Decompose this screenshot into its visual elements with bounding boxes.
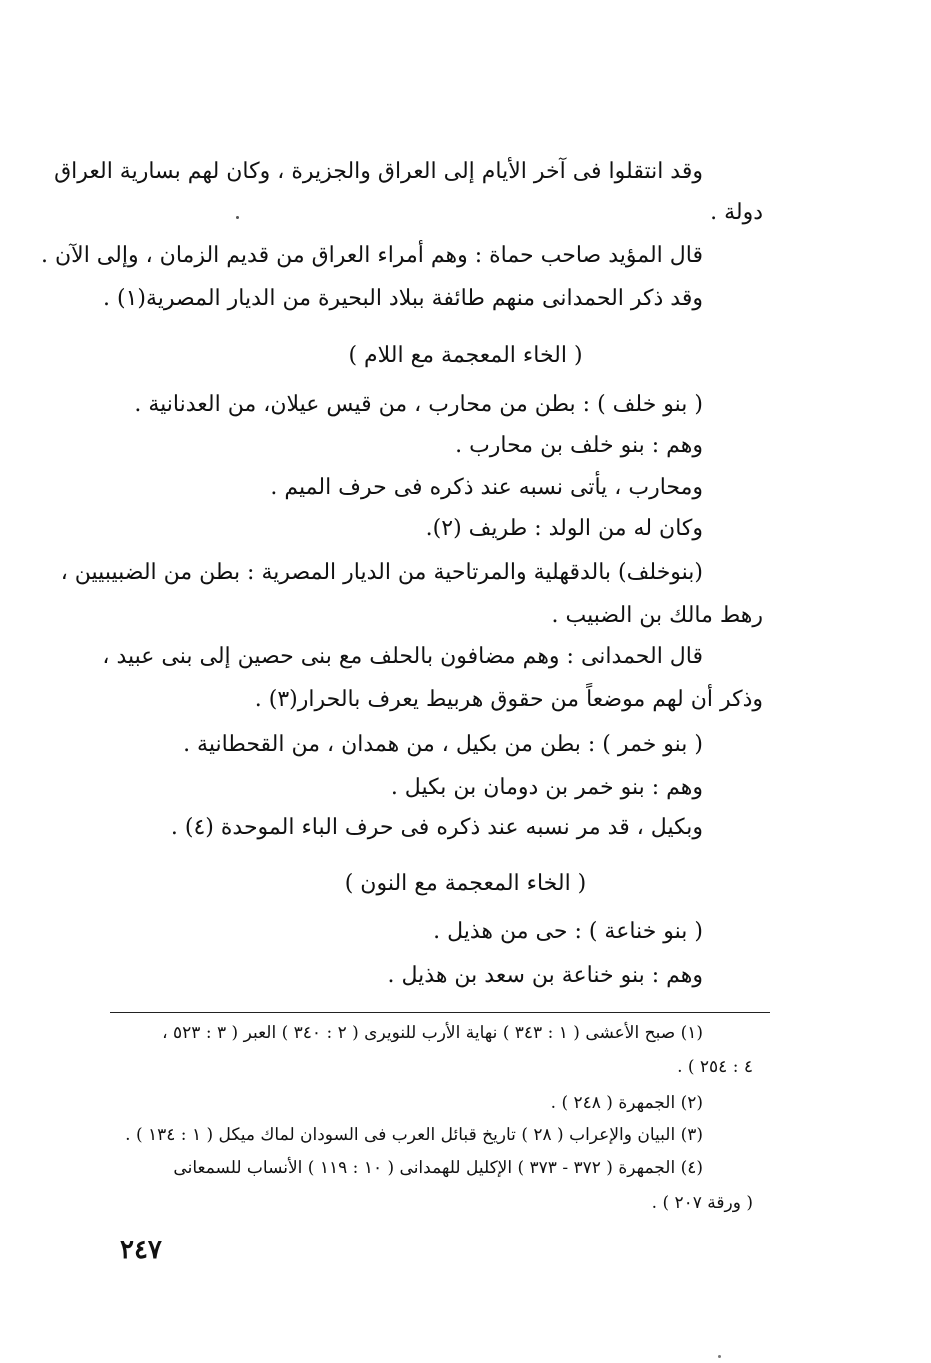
- page-number: ٢٤٧: [120, 1235, 162, 1265]
- entry-line-4: وكان له من الولد : طريف (٢).: [425, 516, 703, 541]
- body-line-3: قال المؤيد صاحب حماة : وهم أمراء العراق من قديم الزمان ، وإلى الآن .: [41, 243, 703, 268]
- entry-line-9: ( بنو خمر ) : بطن من بكيل ، من همدان ، من القحطانية .: [183, 732, 703, 757]
- entry-line-7: قال الحمدانى : وهم مضافون بالحلف مع بنى حصين إلى بنى عبيد ،: [102, 644, 703, 669]
- body-line-2: دولة .: [710, 200, 763, 225]
- footnote-3: (٣) البيان والإعراب ( ٢٨ ) تاريخ قبائل العرب فى السودان لماك ميكل ( ١ : ١٣٤ ) .: [125, 1125, 703, 1145]
- speck-mark: [236, 216, 239, 219]
- footnote-4: (٤) الجمهرة ( ٣٧٢ - ٣٧٣ ) الإكليل للهمدانى ( ١٠ : ١١٩ ) الأنساب للسمعانى: [173, 1158, 703, 1178]
- entry-line-5: (بنوخلف) بالدقهلية والمرتاحية من الديار المصرية : بطن من الضبيبيين ،: [60, 560, 703, 585]
- footnote-1-cont: ٤ : ٢٥٤ ) .: [677, 1057, 753, 1077]
- footnote-1: (١) صبح الأعشى ( ١ : ٣٤٣ ) نهاية الأرب للنويرى ( ٢ : ٣٤٠ ) العبر ( ٣ : ٥٢٣ ،: [162, 1023, 703, 1043]
- entry-line-3: ومحارب ، يأتى نسبه عند ذكره فى حرف الميم .: [270, 475, 703, 500]
- entry-line-13: وهم : بنو خناعة بن سعد بن هذيل .: [387, 963, 703, 988]
- footnote-rule: [110, 1012, 770, 1013]
- footnote-2: (٢) الجمهرة ( ٢٤٨ ) .: [550, 1093, 703, 1113]
- entry-line-12: ( بنو خناعة ) : حى من هذيل .: [433, 919, 703, 944]
- entry-line-1: ( بنو خلف ) : بطن من محارب ، من قيس عيلان، من العدنانية .: [134, 392, 703, 417]
- body-line-4: وقد ذكر الحمدانى منهم طائفة ببلاد البحيرة من الديار المصرية(١) .: [102, 286, 703, 311]
- entry-line-6: رهط مالك بن الضبيب .: [551, 603, 763, 628]
- speck-mark: [718, 1355, 721, 1358]
- section-heading-lam: ( الخاء المعجمة مع اللام ): [348, 343, 583, 368]
- footnote-4-cont: ( ورقة ٢٠٧ ) .: [651, 1193, 753, 1213]
- entry-line-11: وبكيل ، قد مر نسبه عند ذكره فى حرف الباء الموحدة (٤) .: [170, 815, 703, 840]
- section-heading-nun: ( الخاء المعجمة مع النون ): [344, 871, 587, 896]
- entry-line-2: وهم : بنو خلف بن محارب .: [455, 433, 703, 458]
- entry-line-8: وذكر أن لهم موضعاً من حقوق هربيط يعرف بالحرار(٣) .: [254, 687, 763, 712]
- entry-line-10: وهم : بنو خمر بن دومان بن بكيل .: [390, 775, 703, 800]
- body-line-1: وقد انتقلوا فى آخر الأيام إلى العراق والجزيرة ، وكان لهم بسارية العراق: [54, 159, 703, 184]
